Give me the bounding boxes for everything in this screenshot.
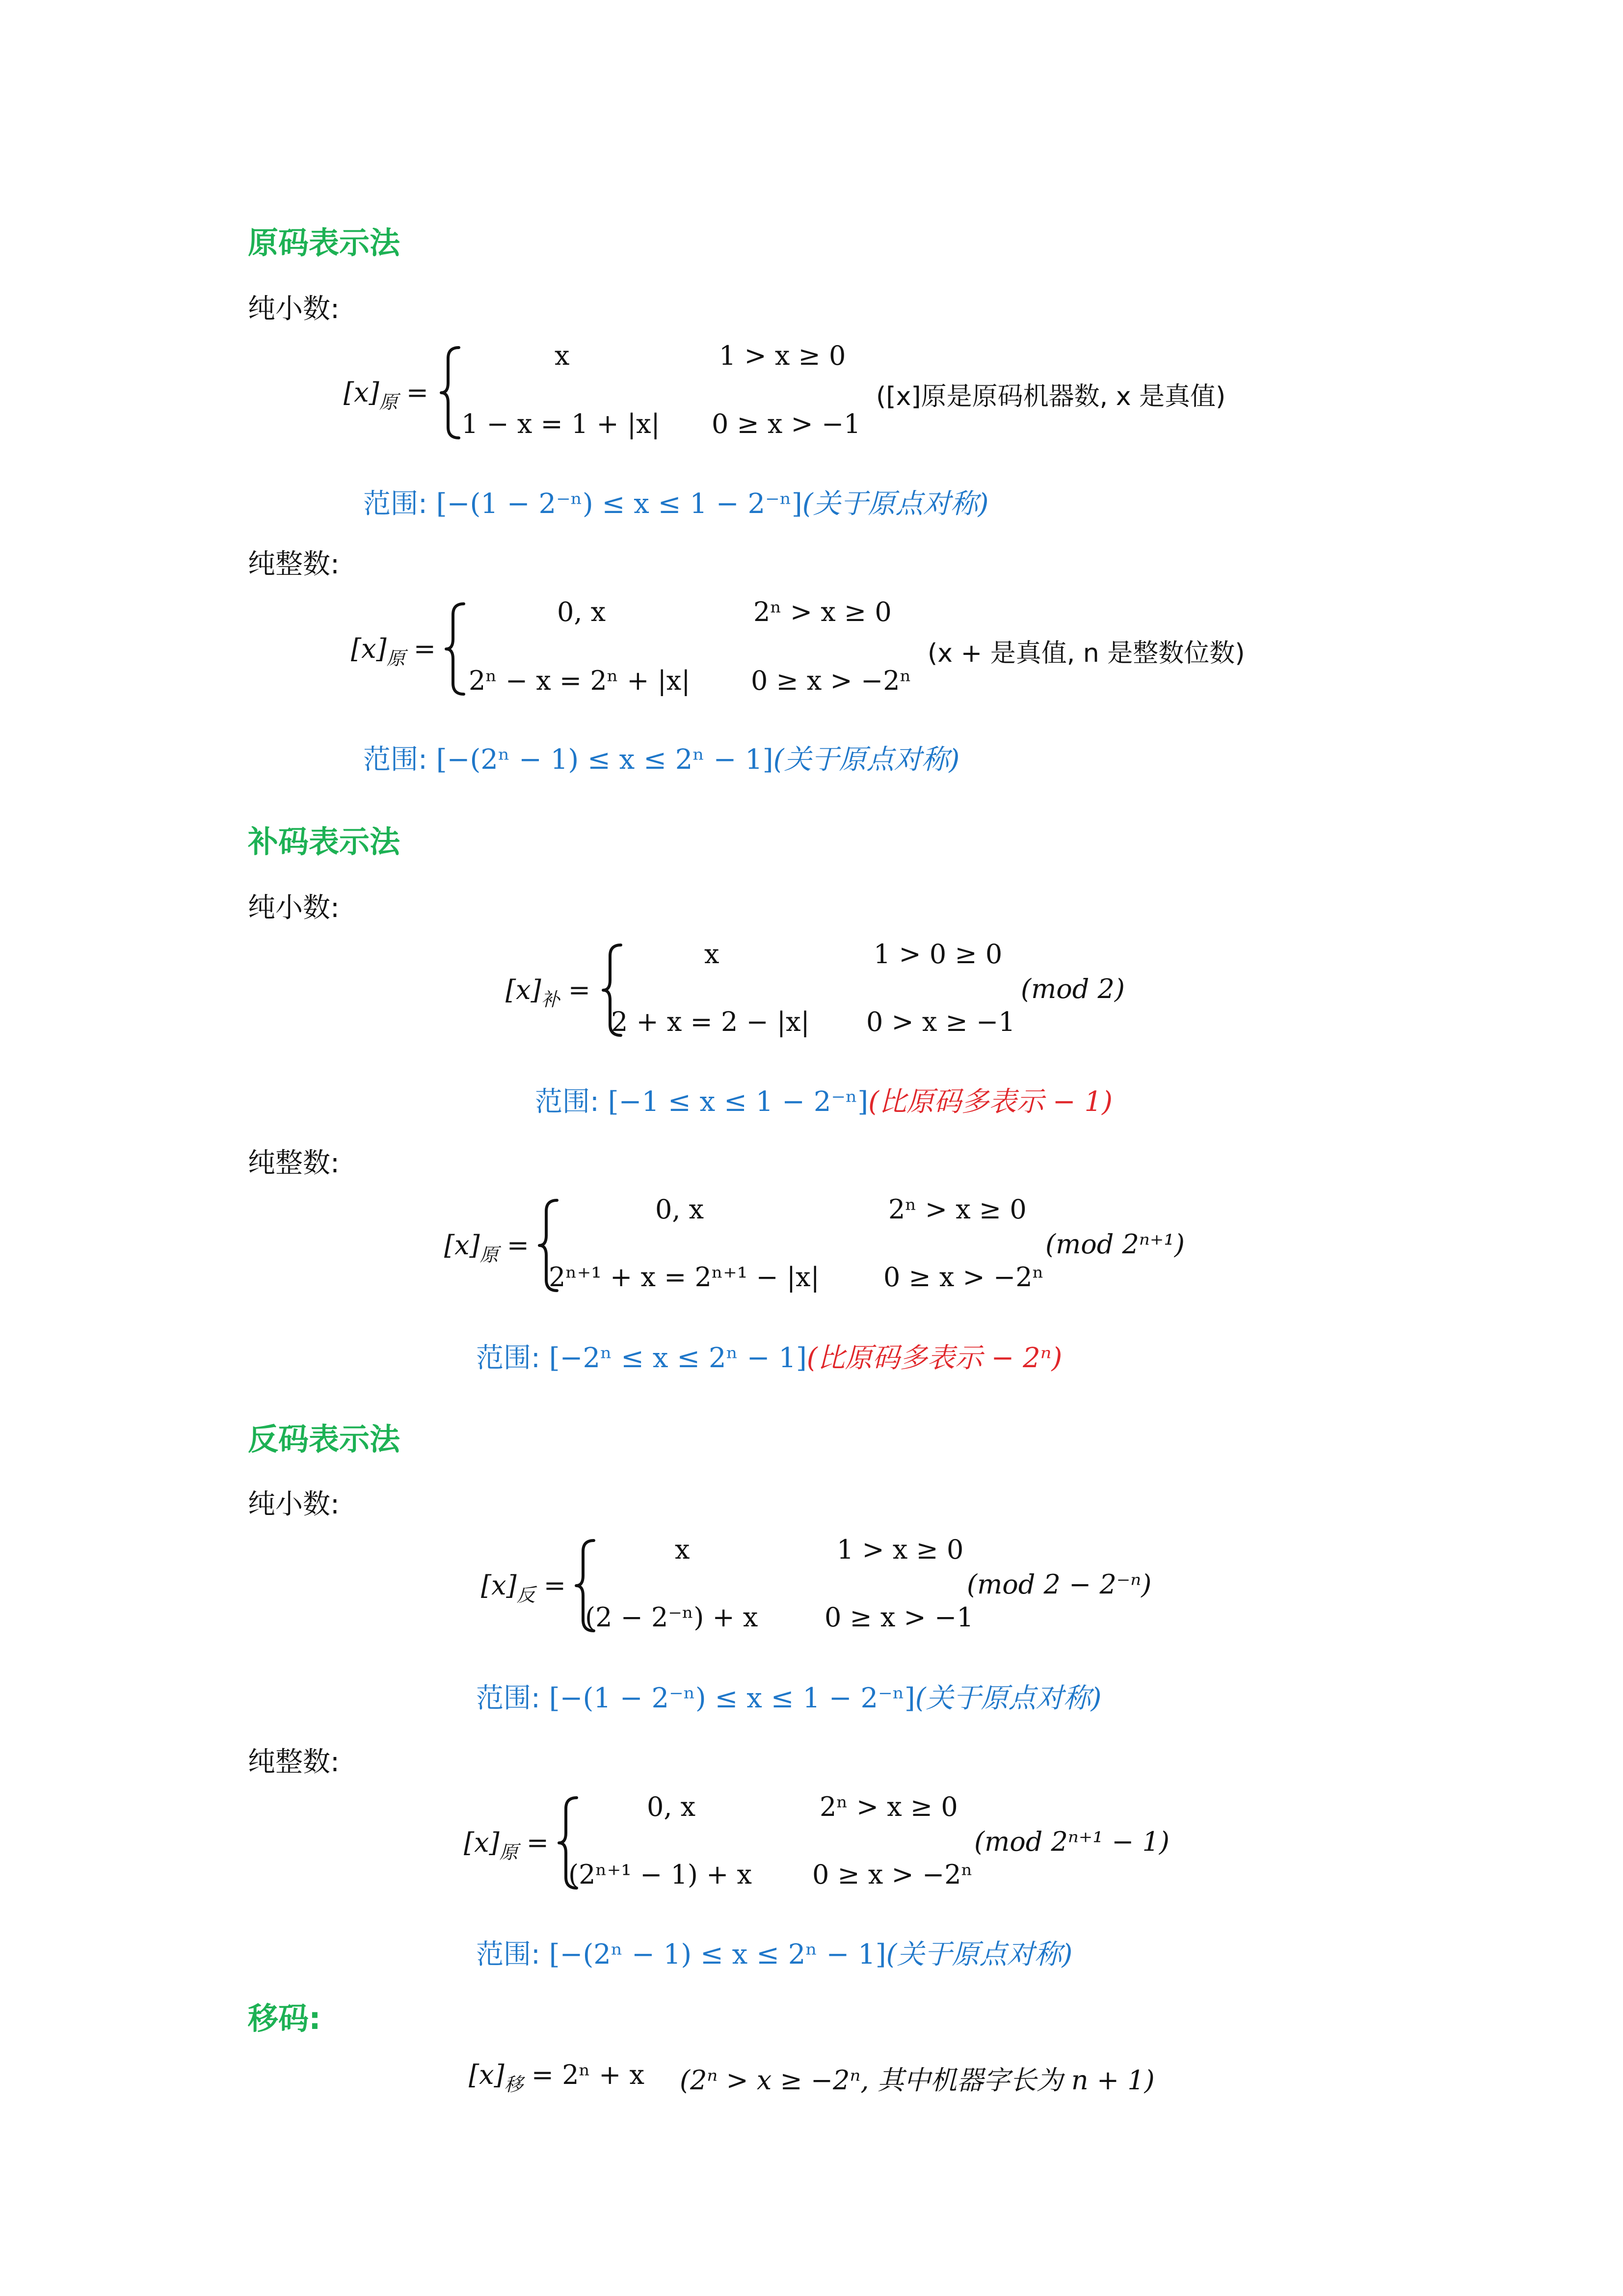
case2-val-frac-fanma: (2 − 2⁻ⁿ) + x (585, 1602, 758, 1633)
section-title-buma: 补码表示法 (248, 824, 400, 860)
case1-cond-frac-buma: 1 > 0 ≥ 0 (874, 939, 1003, 970)
case1-cond-int-fanma: 2ⁿ > x ≥ 0 (820, 1791, 958, 1822)
label-int-buma: 纯整数: (248, 1147, 340, 1179)
case1-val-int-yuanma: 0, x (557, 596, 606, 627)
condition-yima: (2ⁿ > x ≥ −2ⁿ, 其中机器字长为 n + 1) (680, 2065, 1155, 2096)
case2-val-frac-buma: 2 + x = 2 − |x| (611, 1006, 810, 1037)
range-frac-fanma: 范围: [−(1 − 2⁻ⁿ) ≤ x ≤ 1 − 2⁻ⁿ](关于原点对称) (476, 1682, 1102, 1714)
label-frac-fanma: 纯小数: (248, 1488, 340, 1520)
label-int-yuanma: 纯整数: (248, 548, 340, 580)
case2-val-int-buma: 2ⁿ⁺¹ + x = 2ⁿ⁺¹ − |x| (549, 1262, 820, 1293)
case2-cond-frac-buma: 0 > x ≥ −1 (866, 1006, 1015, 1037)
range-int-buma: 范围: [−2ⁿ ≤ x ≤ 2ⁿ − 1](比原码多表示 − 2ⁿ) (476, 1342, 1063, 1374)
label-int-fanma: 纯整数: (248, 1746, 340, 1778)
case2-val-int-fanma: (2ⁿ⁺¹ − 1) + x (568, 1859, 752, 1890)
case2-val-int-yuanma: 2ⁿ − x = 2ⁿ + |x| (469, 665, 691, 696)
lhs-frac-fanma: $[x]_反$ = (481, 1570, 566, 1606)
case2-val-frac-yuanma: 1 − x = 1 + |x| (461, 408, 660, 439)
case1-val-int-fanma: 0, x (647, 1791, 696, 1822)
lhs-int-fanma: $[x]_原$ = (464, 1827, 549, 1863)
brace-frac-yuanma (439, 344, 464, 442)
section-title-fanma: 反码表示法 (248, 1421, 400, 1457)
case1-cond-frac-yuanma: 1 > x ≥ 0 (719, 340, 846, 371)
lhs-int-buma: $[x]_原$ = (444, 1230, 530, 1266)
range-int-fanma: 范围: [−(2ⁿ − 1) ≤ x ≤ 2ⁿ − 1](关于原点对称) (476, 1939, 1073, 1971)
note-frac-yuanma: ([x]原是原码机器数, x 是真值) (876, 382, 1226, 411)
mod-frac-fanma: (mod 2 − 2⁻ⁿ) (967, 1569, 1152, 1600)
range-int-yuanma: 范围: [−(2ⁿ − 1) ≤ x ≤ 2ⁿ − 1](关于原点对称) (363, 744, 960, 776)
case2-cond-int-yuanma: 0 ≥ x > −2ⁿ (751, 665, 911, 696)
brace-int-yuanma (444, 600, 469, 698)
case2-cond-frac-fanma: 0 ≥ x > −1 (825, 1602, 974, 1633)
note-int-yuanma: (x + 是真值, n 是整数位数) (928, 639, 1245, 668)
case1-cond-int-buma: 2ⁿ > x ≥ 0 (888, 1194, 1027, 1225)
section-title-yima: 移码: (248, 2000, 321, 2036)
mod-frac-buma: (mod 2) (1021, 973, 1125, 1004)
case1-cond-int-yuanma: 2ⁿ > x ≥ 0 (753, 596, 892, 627)
case2-cond-int-fanma: 0 ≥ x > −2ⁿ (812, 1859, 973, 1890)
mod-int-fanma: (mod 2ⁿ⁺¹ − 1) (974, 1826, 1170, 1857)
section-title-yuanma: 原码表示法 (248, 225, 400, 261)
lhs-int-yuanma: $[x]_原$ = (351, 633, 436, 669)
label-frac-yuanma: 纯小数: (248, 293, 340, 325)
case1-val-int-buma: 0, x (655, 1194, 704, 1225)
case2-cond-frac-yuanma: 0 ≥ x > −1 (712, 408, 861, 439)
case1-val-frac-fanma: x (675, 1534, 690, 1565)
lhs-frac-buma: $[x]_补$ = (506, 974, 591, 1010)
case1-cond-frac-fanma: 1 > x ≥ 0 (837, 1534, 964, 1565)
formula-yima: $[x]_移 = 2^n + x$ (469, 2059, 644, 2095)
case1-val-frac-yuanma: x (555, 340, 570, 371)
range-frac-yuanma: 范围: [−(1 − 2⁻ⁿ) ≤ x ≤ 1 − 2⁻ⁿ](关于原点对称) (363, 488, 989, 520)
lhs-frac-yuanma: $[x]_原$ = (344, 377, 429, 413)
mod-int-buma: (mod 2ⁿ⁺¹) (1045, 1229, 1185, 1260)
range-frac-buma: 范围: [−1 ≤ x ≤ 1 − 2⁻ⁿ](比原码多表示 − 1) (535, 1086, 1113, 1118)
case2-cond-int-buma: 0 ≥ x > −2ⁿ (883, 1262, 1044, 1293)
case1-val-frac-buma: x (704, 939, 719, 970)
label-frac-buma: 纯小数: (248, 892, 340, 924)
